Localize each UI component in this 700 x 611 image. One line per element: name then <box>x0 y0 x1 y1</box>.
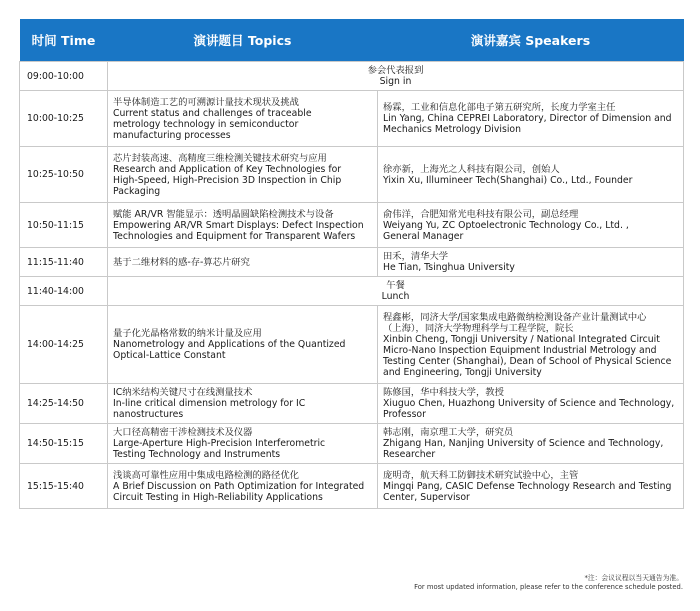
schedule-row <box>20 91 684 147</box>
speaker-cell <box>378 203 684 248</box>
time-cell: 10:50-11:15 <box>20 203 108 248</box>
table-header-row <box>20 19 684 62</box>
topic-line: Nanometrology and Applications of the Quantized <box>113 339 346 350</box>
speaker-line: 杨霖，工业和信息化部电子第五研究所，长度力学室主任 <box>383 102 616 113</box>
speaker-cell <box>378 147 684 203</box>
speaker-line: 田禾，清华大学 <box>383 251 449 262</box>
speaker-line: Center, Supervisor <box>383 491 470 503</box>
speaker-line: Researcher <box>383 449 436 460</box>
speaker-line: 俞伟洋，合肥知常光电科技有限公司，副总经理 <box>383 208 579 220</box>
session-cell <box>108 277 684 306</box>
topic-line: nanostructures <box>113 409 184 420</box>
schedule-row <box>20 384 684 424</box>
session-line: 午餐 <box>386 280 405 291</box>
topic-cell <box>108 147 378 203</box>
topic-line: Testing Technology and Instruments <box>113 449 281 460</box>
speaker-line: Weiyang Yu, ZC Optoelectronic Technology Co., Ltd. , <box>383 219 629 231</box>
schedule-row <box>20 424 684 464</box>
time-cell: 11:40-14:00 <box>20 277 108 306</box>
schedule-row <box>20 277 684 306</box>
time-cell: 14:25-14:50 <box>20 384 108 424</box>
session-line: Lunch <box>381 291 410 302</box>
schedule-row <box>20 306 684 384</box>
speaker-line: He Tian, Tsinghua University <box>383 262 515 273</box>
topic-line: 大口径高精密干涉检测技术及仪器 <box>113 427 253 438</box>
topic-cell <box>108 424 378 464</box>
time-cell: 15:15-15:40 <box>20 464 108 509</box>
topic-line: In-line critical dimension metrology for IC <box>113 398 306 409</box>
topic-line: Empowering AR/VR Smart Displays: Defect Inspection <box>113 219 364 231</box>
topic-line: metrology technology in semiconductor <box>113 118 299 130</box>
speaker-line: Micro-Nano Inspection Equipment Industrial Metrology and <box>383 344 657 356</box>
speaker-line: Professor <box>383 409 426 420</box>
schedule-note <box>263 574 683 592</box>
topic-line: 芯片封装高速、高精度三维检测关键技术研究与应用 <box>113 152 327 164</box>
speaker-line: Testing Center (Shanghai), Dean of School of Physical Science <box>383 355 672 367</box>
schedule-row <box>20 203 684 248</box>
topic-line: manufacturing processes <box>113 129 231 141</box>
speaker-line: Mingqi Pang, CASIC Defense Technology Research and Testing <box>383 480 672 492</box>
speaker-line: 徐亦新，上海光之人科技有限公司，创始人 <box>383 163 560 175</box>
speaker-line: Lin Yang, China CEPREI Laboratory, Director of Dimension and <box>383 113 672 124</box>
time-cell: 14:50-15:15 <box>20 424 108 464</box>
schedule-table <box>19 19 684 509</box>
topic-line: Current status and challenges of traceable <box>113 107 312 119</box>
topic-line: Optical-Lattice Constant <box>113 350 226 361</box>
speaker-line: Zhigang Han, Nanjing University of Science and Technology, <box>383 438 664 449</box>
time-cell: 09:00-10:00 <box>20 62 108 91</box>
speaker-line: Xinbin Cheng, Tongji University / National Integrated Circuit <box>383 333 660 345</box>
speaker-line: Mechanics Metrology Division <box>383 124 521 135</box>
schedule-row <box>20 147 684 203</box>
topic-line: 基于二维材料的感-存-算芯片研究 <box>113 256 250 268</box>
time-cell: 11:15-11:40 <box>20 248 108 277</box>
speaker-cell <box>378 384 684 424</box>
schedule-row <box>20 464 684 509</box>
topic-line: Packaging <box>113 185 161 197</box>
topic-cell <box>108 384 378 424</box>
topic-line: Technologies and Equipment for Transparent Wafers <box>113 230 356 242</box>
topic-line: 浅谈高可靠性应用中集成电路检测的路径优化 <box>113 469 299 481</box>
speaker-cell <box>378 91 684 147</box>
schedule-row <box>20 248 684 277</box>
note-english: For most updated information, please refer to the conference schedule posted. <box>414 583 683 591</box>
topic-line: IC纳米结构关键尺寸在线测量技术 <box>113 387 253 398</box>
session-cell <box>108 62 684 91</box>
topic-cell <box>108 464 378 509</box>
session-line: Sign in <box>379 76 412 87</box>
topic-line: Large-Aperture High-Precision Interferometric <box>113 438 326 449</box>
speaker-cell <box>378 464 684 509</box>
topic-cell <box>108 306 378 384</box>
speaker-line: （上海），同济大学物理科学与工程学院，院长 <box>383 322 574 334</box>
speaker-line: 程鑫彬，同济大学/国家集成电路微纳检测设备产业计量测试中心 <box>383 311 647 323</box>
topic-line: Circuit Testing in High-Reliability Applications <box>113 491 323 503</box>
speaker-line: and Engineering, Tongji University <box>383 366 542 378</box>
speaker-line: General Manager <box>383 230 464 242</box>
topic-cell <box>108 203 378 248</box>
speaker-line: 陈修国，华中科技大学，教授 <box>383 387 504 398</box>
header-speakers: 演讲嘉宾 Speakers <box>378 19 684 62</box>
topic-line: High-Speed, High-Precision 3D Inspection in Chip <box>113 174 342 186</box>
schedule-body <box>20 62 684 509</box>
session-line: 参会代表报到 <box>367 65 424 76</box>
speaker-line: 韩志刚，南京理工大学，研究员 <box>383 427 514 438</box>
topic-cell <box>108 248 378 277</box>
speaker-cell <box>378 424 684 464</box>
note-chinese: *注：会议议程以当天通告为准。 <box>584 574 683 582</box>
time-cell: 14:00-14:25 <box>20 306 108 384</box>
speaker-line: Yixin Xu, Illumineer Tech(Shanghai) Co., Ltd., Founder <box>383 174 633 186</box>
time-cell: 10:00-10:25 <box>20 91 108 147</box>
topic-line: 赋能 AR/VR 智能显示：透明晶圆缺陷检测技术与设备 <box>113 208 334 220</box>
schedule-row <box>20 62 684 91</box>
topic-line: 量子化光晶格常数的纳米计量及应用 <box>113 328 262 339</box>
time-cell: 10:25-10:50 <box>20 147 108 203</box>
topic-line: 半导体制造工艺的可溯源计量技术现状及挑战 <box>113 96 299 108</box>
header-topics: 演讲题目 Topics <box>108 19 378 62</box>
topic-cell <box>108 91 378 147</box>
speaker-cell <box>378 306 684 384</box>
speaker-line: Xiuguo Chen, Huazhong University of Science and Technology, <box>383 398 675 409</box>
header-time: 时间 Time <box>20 19 108 62</box>
speaker-cell <box>378 248 684 277</box>
speaker-line: 庞明奇，航天科工防御技术研究试验中心，主管 <box>383 469 579 481</box>
topic-line: A Brief Discussion on Path Optimization for Integrated <box>113 480 365 492</box>
topic-line: Research and Application of Key Technologies for <box>113 163 342 175</box>
